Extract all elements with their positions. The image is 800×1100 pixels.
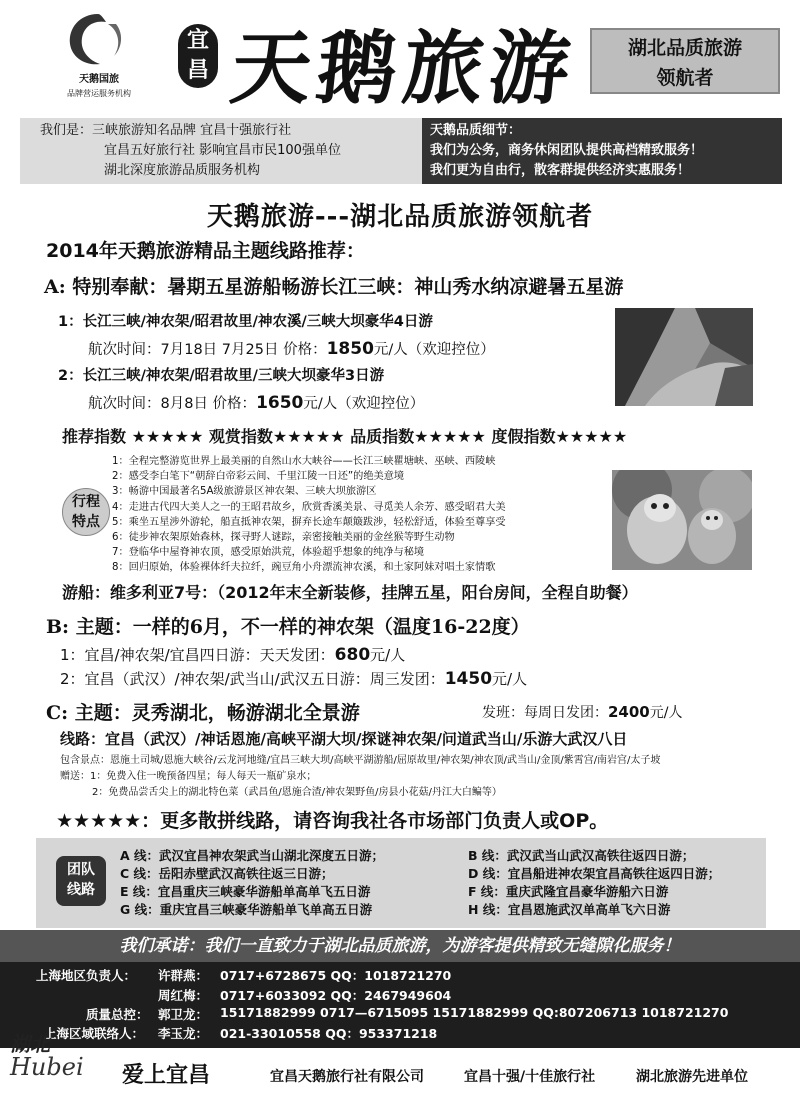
team-route-text: 武汉宜昌神农架武当山湖北深度五日游； <box>159 848 385 863</box>
section-c-spots: 包含景点：恩施土司城/恩施大峡谷/云龙河地缝/宜昌三峡大坝/高峡平湖游船/屈原故里/神农架/神农顶/武当山/金顶/紫霄宫/南岩宫/太子坡 <box>60 755 661 766</box>
feature-item: 3：畅游中国最著名5A级旅游景区神农架、三峡大坝旅游区 <box>112 486 377 498</box>
sub-title: 2014年天鹅旅游精品主题线路推荐： <box>46 240 365 262</box>
section-b-title: B: 主题：一样的6月，不一样的神农架（温度16-22度） <box>46 616 530 638</box>
footer <box>0 1048 800 1100</box>
contact-name: 李玉龙： <box>158 1026 209 1041</box>
contact-name: 周红梅： <box>158 988 209 1003</box>
brand-title: 天鹅旅游 <box>226 21 581 115</box>
team-route-b <box>468 846 694 864</box>
team-route-f <box>468 882 668 900</box>
team-route-key: A 线： <box>120 848 160 863</box>
feature-item: 4：走进古代四大美人之一的王昭君故乡，欣赏香溪美景、寻觅美人余芳、感受昭君大美 <box>112 501 506 513</box>
contact-role: 上海区域联络人： <box>44 1026 145 1041</box>
route-a1-price: 1850 <box>326 339 374 359</box>
intro-line: 我们是：三峡旅游知名品牌 宜昌十强旅行社 <box>40 123 292 138</box>
swan-logo-icon <box>62 10 134 72</box>
feature-item: 2：感受李白笔下“朝辞白帝彩云间、千里江陵一日还”的绝美意境 <box>112 471 405 483</box>
features-tag <box>62 488 110 536</box>
team-route-text: 宜昌重庆三峡豪华游船单高单飞五日游 <box>157 884 371 899</box>
section-c-price: 2400 <box>608 703 650 721</box>
contact-info: 15171882999 0717—6715095 15171882999 QQ:807206713 1018721270 <box>220 1005 729 1020</box>
team-route-key: E 线： <box>120 884 158 899</box>
team-route-key: D 线： <box>468 866 508 881</box>
route-a2-schedule <box>88 392 424 413</box>
contact-info: 0717+6728675 QQ：1018721270 <box>220 968 452 983</box>
intro-line: 湖北深度旅游品质服务机构 <box>104 163 261 178</box>
section-a-highlight: 神山秀水纳凉避暑五星游 <box>414 276 624 298</box>
team-route-key: H 线： <box>468 902 508 917</box>
footer-love-yichang: 爱上宜昌 <box>122 1063 211 1088</box>
team-route-text: 重庆武隆宜昌豪华游船六日游 <box>505 884 669 899</box>
route-a2-time: 航次时间：8月8日 价格： <box>88 396 257 412</box>
logo-subtitle: 品牌营运服务机构 <box>67 89 131 98</box>
hubei-logo-en: Hubei <box>10 1053 84 1081</box>
feature-item: 8：回归原始，体验裸体纤夫拉纤，豌豆角小舟漂流神农溪，和土家阿妹对唱土家情歌 <box>112 562 496 574</box>
hubei-logo-cn: 湖北 <box>10 1032 50 1056</box>
team-route-text: 宜昌船进神农架宜昌高铁往返四日游； <box>507 866 721 881</box>
footer-org-1: 宜昌天鹅旅行社有限公司 <box>270 1069 424 1085</box>
footer-org-2: 宜昌十强/十佳旅行社 <box>464 1069 596 1085</box>
section-c-title: C: 主题：灵秀湖北，畅游湖北全景游 <box>46 702 360 724</box>
route-b2 <box>60 668 527 689</box>
intro-quality <box>422 118 782 184</box>
feature-item: 7：登临华中屋脊神农顶，感受原始洪荒，体验超乎想象的纯净与秘境 <box>112 547 425 559</box>
team-route-key: B 线： <box>468 848 507 863</box>
contact-info: 0717+6033092 QQ：2467949604 <box>220 988 452 1003</box>
contact-name: 郭卫龙： <box>158 1007 209 1022</box>
leader-badge <box>590 28 780 94</box>
leader-line-2: 领航者 <box>656 67 714 89</box>
main-title: 天鹅旅游---湖北品质旅游领航者 <box>206 202 594 232</box>
route-a1: 1：长江三峡/神农架/昭君故里/神农溪/三峡大坝豪华4日游 <box>58 314 433 330</box>
team-route-c <box>120 864 334 882</box>
golden-monkey-photo <box>612 470 752 570</box>
contact-name: 许群燕： <box>158 968 209 983</box>
feature-item: 6：徒步神农架原始森林，探寻野人谜踪，亲密接触美丽的金丝猴等野生动物 <box>112 532 455 544</box>
city-badge: 宜昌 <box>178 24 218 88</box>
logo-brand: 天鹅国旅 <box>79 74 119 85</box>
team-route-e <box>120 882 370 900</box>
section-c-gift-2: 2：免费品尝舌尖上的湖北特色菜（武昌鱼/恩施合渣/神农架野鱼/房县小花菇/丹江大白鳊等） <box>92 787 502 798</box>
route-b2-unit: 元/人 <box>492 670 528 688</box>
section-a-label: A: 特别奉献：暑期五星游船畅游长江三峡： <box>44 276 415 298</box>
team-route-h <box>468 900 670 918</box>
intro-line: 我们为公务，商务休闲团队提供高档精致服务！ <box>430 143 704 158</box>
team-route-text: 重庆宜昌三峡豪华游船单飞单高五日游 <box>159 902 373 917</box>
route-b1-text: 1：宜昌/神农架/宜昌四日游：天天发团： <box>60 646 335 664</box>
features-tag-line: 行程 <box>72 494 100 510</box>
team-route-d <box>468 864 720 882</box>
more-routes-note: ★★★★★：更多散拼线路，请咨询我社各市场部门负责人或OP。 <box>56 810 609 832</box>
intro-about <box>20 118 422 184</box>
section-c-unit: 元/人 <box>649 705 683 721</box>
intro-line: 宜昌五好旅行社 影响宜昌市民100强单位 <box>104 143 341 158</box>
features-list <box>112 454 610 576</box>
team-route-a <box>120 846 384 864</box>
ratings: 推荐指数 ★★★★★ 观赏指数★★★★★ 品质指数★★★★★ 度假指数★★★★★ <box>62 427 628 446</box>
team-route-key: G 线： <box>120 902 160 917</box>
contact-info: 021-33010558 QQ：953371218 <box>220 1026 438 1041</box>
section-c-depart <box>482 702 682 722</box>
team-route-key: F 线： <box>468 884 506 899</box>
svg-text:CSIT: CSIT <box>84 41 116 57</box>
gorge-river-photo <box>615 308 753 406</box>
team-tag-line: 线路 <box>67 882 95 898</box>
team-route-text: 宜昌恩施武汉单高单飞六日游 <box>507 902 671 917</box>
route-b2-price: 1450 <box>444 669 493 689</box>
contact-role: 质量总控： <box>86 1007 149 1022</box>
team-tag-line: 团队 <box>67 862 95 878</box>
route-a2-unit: 元/人（欢迎控位） <box>303 396 425 412</box>
route-b1-unit: 元/人 <box>370 646 406 664</box>
section-a-title <box>44 272 623 299</box>
contact-role: 上海地区负责人： <box>36 968 137 983</box>
promise-banner: 我们承诺：我们一直致力于湖北品质旅游，为游客提供精致无缝隙化服务！ <box>0 930 800 962</box>
team-route-text: 岳阳赤壁武汉高铁往返三日游； <box>158 866 334 881</box>
route-b1-price: 680 <box>334 645 371 665</box>
route-a1-schedule <box>88 338 495 359</box>
footer-org-3: 湖北旅游先进单位 <box>636 1069 748 1085</box>
route-b2-text: 2：宜昌（武汉）/神农架/武当山/武汉五日游：周三发团： <box>60 670 445 688</box>
features-tag-line: 特点 <box>72 514 100 530</box>
feature-item: 1：全程完整游览世界上最美丽的自然山水大峡谷——长江三峡瞿塘峡、巫峡、西陵峡 <box>112 456 496 467</box>
contacts-panel <box>0 962 800 1048</box>
route-a1-unit: 元/人（欢迎控位） <box>373 342 495 358</box>
header <box>0 0 800 115</box>
route-a2: 2：长江三峡/神农架/昭君故里/三峡大坝豪华3日游 <box>58 368 385 384</box>
section-c-gift-1: 赠送：1：免费入住一晚预备四星；每人每天一瓶矿泉水； <box>60 771 317 782</box>
cruise-ship-info: 游船：维多利亚7号：（2012年末全新装修，挂牌五星，阳台房间，全程自助餐） <box>62 583 638 602</box>
section-c-route: 线路：宜昌（武汉）/神话恩施/高峡平湖大坝/探谜神农架/问道武当山/乐游大武汉八日 <box>60 730 628 748</box>
route-a2-price: 1650 <box>256 393 304 413</box>
team-route-text: 武汉武当山武汉高铁往返四日游； <box>506 848 695 863</box>
route-a1-time: 航次时间：7月18日 7月25日 价格： <box>88 342 327 358</box>
route-b1 <box>60 644 405 665</box>
hubei-logo <box>10 1028 105 1090</box>
intro-line: 我们更为自由行，散客群提供经济实惠服务！ <box>430 163 691 178</box>
section-c-depart-text: 发班：每周日发团： <box>482 705 608 721</box>
intro-line: 天鹅品质细节： <box>430 123 522 138</box>
team-route-g <box>120 900 372 918</box>
leader-line-1: 湖北品质旅游 <box>627 37 742 59</box>
team-route-key: C 线： <box>120 866 159 881</box>
feature-item: 5：乘坐五星涉外游轮，船直抵神农架，摒弃长途车颠簸跋涉，轻松舒适，体验至尊享受 <box>112 516 506 528</box>
team-routes-tag <box>56 856 106 906</box>
